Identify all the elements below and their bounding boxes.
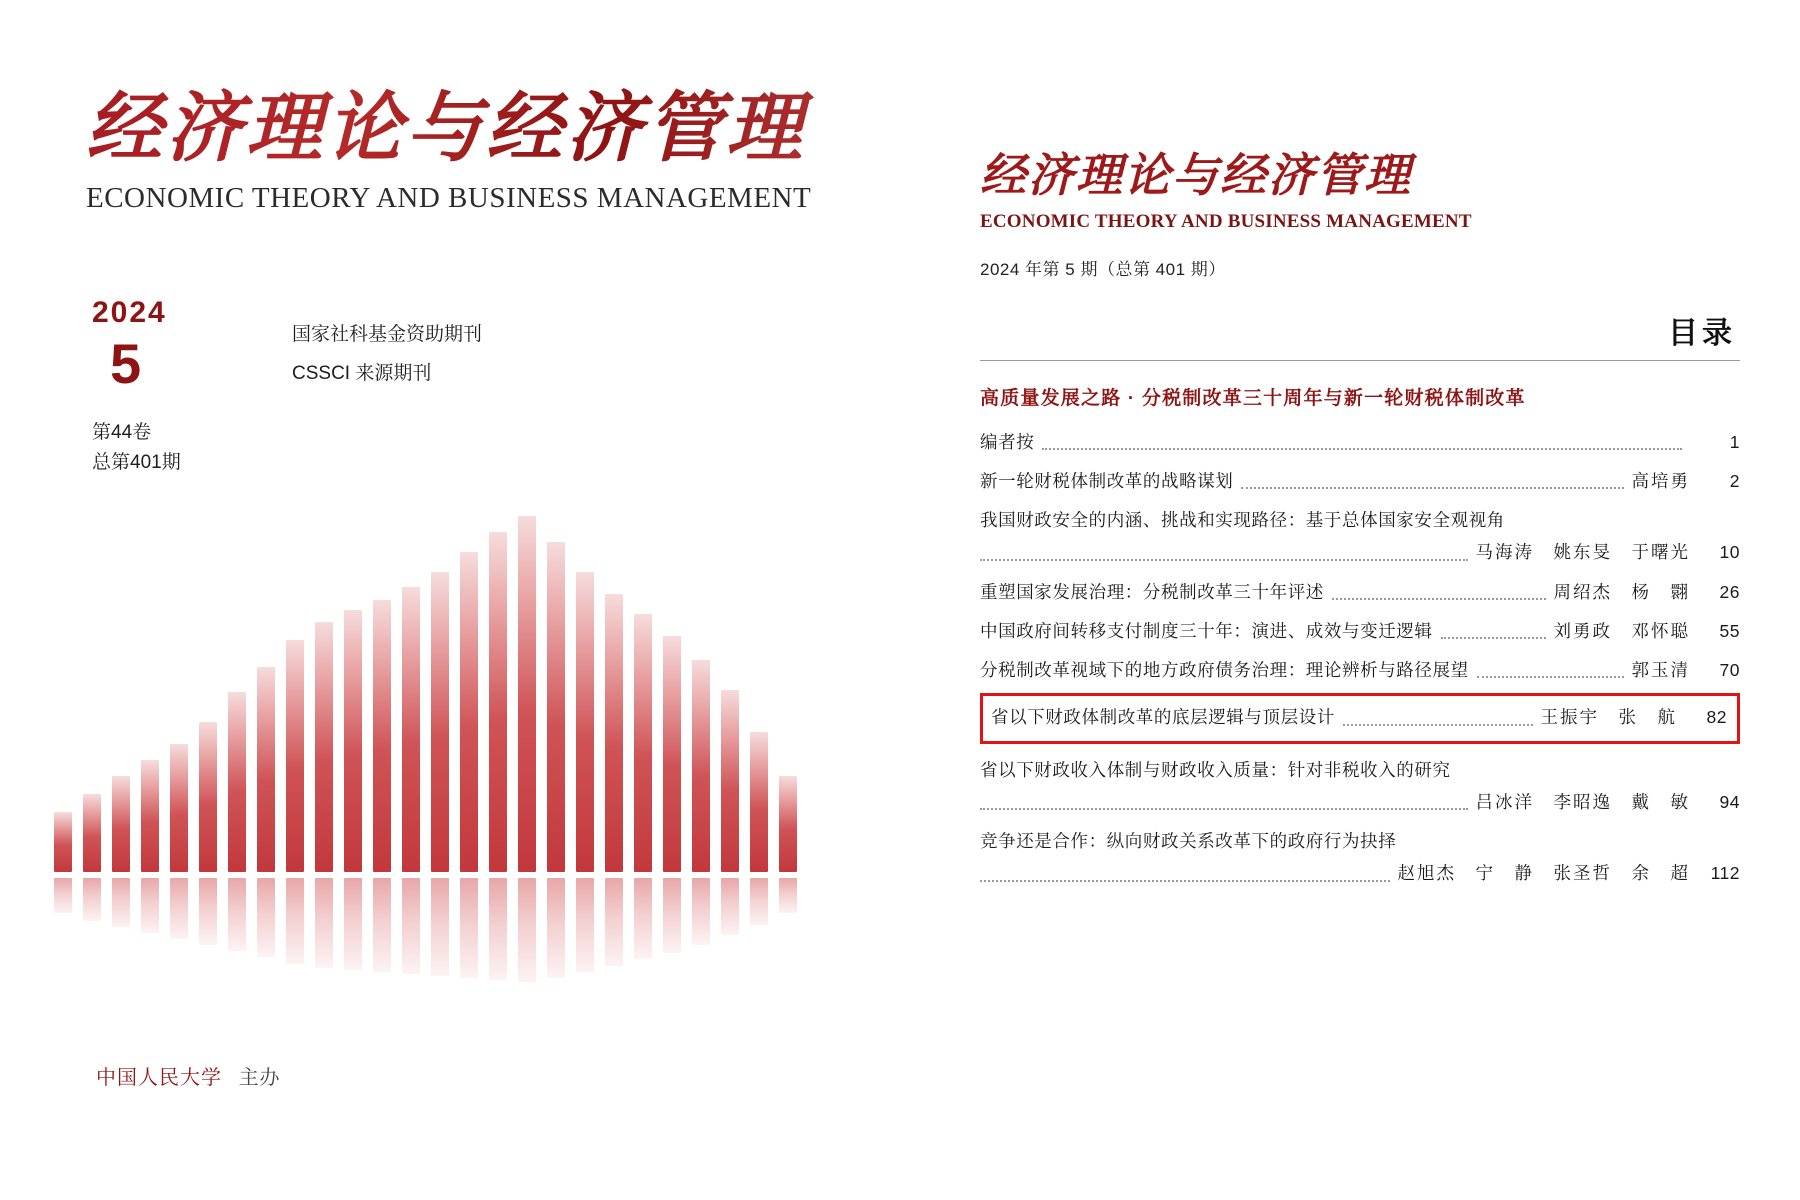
toc-entry[interactable] [980, 605, 1740, 644]
bar-chart-bars [40, 472, 860, 872]
cover-badge-cssci: CSSCI 来源期刊 [292, 362, 432, 384]
bar-reflection-10 [315, 878, 333, 968]
bar-24 [721, 690, 739, 872]
toc-entry-page: 70 [1719, 660, 1740, 681]
bar-reflection-21 [634, 878, 652, 959]
bar-reflection-18 [547, 878, 565, 978]
cover-title-english: ECONOMIC THEORY AND BUSINESS MANAGEMENT [86, 181, 812, 214]
bar-reflection-16 [489, 878, 507, 980]
bar-reflection-14 [431, 878, 449, 976]
toc-entry-page: 10 [1719, 542, 1740, 563]
bar-19 [576, 572, 594, 872]
bar-reflection-2 [83, 878, 101, 921]
toc-entry[interactable] [980, 566, 1740, 605]
toc-divider [980, 360, 1740, 361]
toc-entry[interactable] [980, 815, 1740, 887]
cover-publisher-org: 中国人民大学 [96, 1067, 222, 1089]
toc-entry-page: 94 [1719, 791, 1740, 812]
bar-reflection-25 [750, 878, 768, 925]
bar-5 [170, 744, 188, 872]
toc-leader-dots [1343, 723, 1533, 726]
toc-title-english: ECONOMIC THEORY AND BUSINESS MANAGEMENT [980, 210, 1472, 232]
bar-3 [112, 776, 130, 872]
toc-entry-authors: 郭玉清 [1631, 660, 1690, 681]
bar-reflection-26 [779, 878, 797, 913]
cover-publisher [96, 1061, 281, 1090]
toc-heading: 目录 [1668, 316, 1736, 350]
toc-entry-highlighted[interactable] [980, 693, 1740, 743]
toc-issue-line: 2024 年第 5 期（总第 401 期） [980, 259, 1226, 279]
bar-reflection-5 [170, 878, 188, 939]
bar-18 [547, 542, 565, 872]
toc-leader-dots [980, 558, 1468, 561]
bar-2 [83, 794, 101, 872]
bar-1 [54, 812, 72, 872]
cover-issue-block [92, 298, 552, 479]
toc-entry-authors: 吕冰洋 李昭逸 戴 敏 [1475, 791, 1690, 812]
toc-entry-authors: 周绍杰 杨 翾 [1553, 581, 1690, 602]
toc-entry-list [980, 416, 1740, 887]
cover-badge-funding: 国家社科基金资助期刊 [292, 324, 483, 345]
bar-17 [518, 516, 536, 872]
toc-entry-page: 112 [1710, 863, 1740, 884]
toc-entry-title: 新一轮财税体制改革的战略谋划 [980, 470, 1234, 491]
bar-reflection-11 [344, 878, 362, 970]
toc-leader-dots [1441, 636, 1546, 639]
bar-26 [779, 776, 797, 872]
bar-13 [402, 587, 420, 872]
bar-6 [199, 722, 217, 872]
toc-entry-title: 省以下财政体制改革的底层逻辑与顶层设计 [991, 707, 1335, 728]
cover-bar-chart-art [40, 470, 860, 990]
bar-reflection-9 [286, 878, 304, 964]
toc-entry-authors: 马海涛 姚东旻 于曙光 [1475, 542, 1690, 563]
toc-title-chinese: 经济理论与经济管理 [980, 148, 1412, 202]
toc-entry[interactable] [980, 455, 1740, 494]
toc-entry-title: 竞争还是合作：纵向财政关系改革下的政府行为抉择 [980, 831, 1397, 852]
bar-12 [373, 600, 391, 872]
bar-reflection-23 [692, 878, 710, 945]
bar-25 [750, 732, 768, 872]
toc-entry-title: 中国政府间转移支付制度三十年：演进、成效与变迁逻辑 [980, 620, 1433, 641]
cover-volume: 第44卷 [92, 422, 152, 443]
toc-leader-dots [980, 879, 1390, 882]
toc-entry[interactable] [980, 744, 1740, 816]
bar-22 [663, 636, 681, 872]
toc-entry-title: 省以下财政收入体制与财政收入质量：针对非税收入的研究 [980, 759, 1451, 780]
bar-reflection-4 [141, 878, 159, 933]
bar-reflection-22 [663, 878, 681, 953]
bar-4 [141, 760, 159, 872]
journal-cover [0, 0, 880, 1200]
toc-entry-title: 编者按 [980, 431, 1035, 452]
toc-entry-authors: 赵旭杰 宁 静 张圣哲 余 超 [1397, 863, 1690, 884]
toc-entry[interactable] [980, 644, 1740, 683]
bar-10 [315, 622, 333, 872]
toc-entry-title: 分税制改革视域下的地方政府债务治理：理论辨析与路径展望 [980, 660, 1469, 681]
toc-entry-page: 82 [1706, 707, 1727, 728]
cover-issue-number: 5 [110, 332, 142, 395]
bar-9 [286, 640, 304, 872]
cover-badges [292, 316, 482, 394]
toc-entry-title: 我国财政安全的内涵、挑战和实现路径：基于总体国家安全观视角 [980, 510, 1505, 531]
toc-entry-authors: 刘勇政 邓怀聪 [1553, 620, 1690, 641]
cover-publisher-role: 主办 [238, 1067, 281, 1089]
bar-20 [605, 594, 623, 872]
bar-chart-reflection [40, 878, 860, 990]
toc-entry[interactable] [980, 494, 1740, 566]
bar-16 [489, 532, 507, 872]
toc-entry-title: 重塑国家发展治理：分税制改革三十年评述 [980, 581, 1324, 602]
toc-entry-page: 2 [1729, 470, 1740, 491]
bar-reflection-8 [257, 878, 275, 957]
toc-section-title: 高质量发展之路 · 分税制改革三十周年与新一轮财税体制改革 [980, 387, 1526, 409]
toc-leader-dots [1477, 675, 1624, 678]
bar-reflection-7 [228, 878, 246, 951]
bar-21 [634, 614, 652, 872]
cover-serial: 总第401期 [92, 452, 181, 474]
bar-reflection-1 [54, 878, 72, 913]
cover-title-chinese: 经济理论与经济管理 [86, 88, 826, 168]
bar-23 [692, 660, 710, 872]
bar-8 [257, 667, 275, 872]
bar-11 [344, 610, 362, 872]
bar-reflection-19 [576, 878, 594, 972]
cover-masthead [86, 83, 826, 215]
toc-entry-authors: 王振宇 张 航 [1540, 707, 1677, 728]
bar-reflection-17 [518, 878, 536, 982]
toc-leader-dots [1042, 447, 1682, 450]
toc-leader-dots [1241, 486, 1623, 489]
bar-reflection-3 [112, 878, 130, 927]
toc-entry-page: 26 [1719, 581, 1740, 602]
bar-reflection-6 [199, 878, 217, 945]
bar-reflection-15 [460, 878, 478, 978]
bar-15 [460, 552, 478, 872]
cover-year: 2024 [92, 296, 167, 329]
bar-reflection-13 [402, 878, 420, 974]
toc-entry[interactable] [980, 416, 1740, 455]
bar-reflection-24 [721, 878, 739, 935]
toc-entry-page: 55 [1719, 620, 1740, 641]
toc-entry-authors: 高培勇 [1631, 470, 1690, 491]
table-of-contents-page [880, 0, 1800, 1200]
bar-reflection-20 [605, 878, 623, 966]
bar-14 [431, 572, 449, 872]
bar-7 [228, 692, 246, 872]
bar-reflection-12 [373, 878, 391, 972]
toc-leader-dots [1332, 597, 1546, 600]
toc-entry-page: 1 [1729, 431, 1740, 452]
toc-leader-dots [980, 807, 1468, 810]
